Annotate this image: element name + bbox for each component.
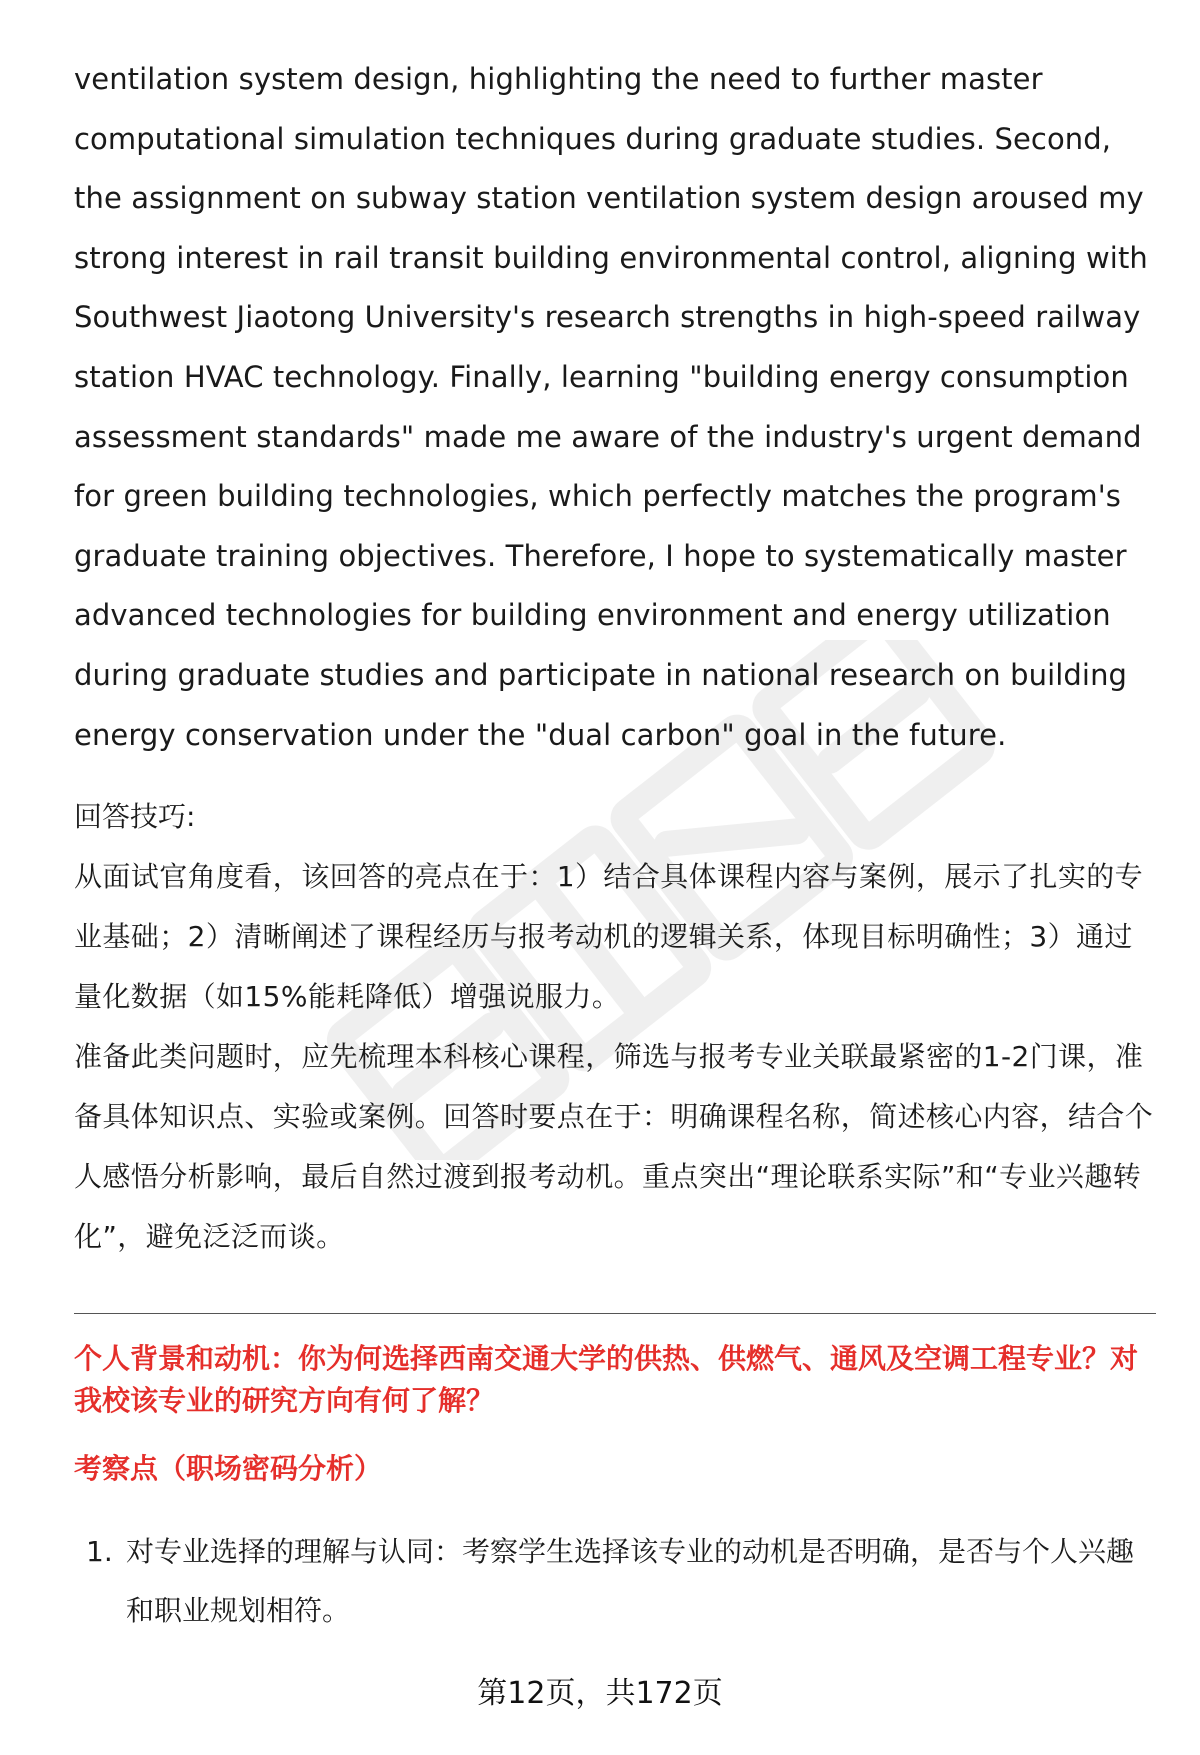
- page-number-footer: 第12页，共172页: [477, 1676, 723, 1711]
- page-content: [74, 50, 1154, 1640]
- list-item-number: 1.: [86, 1535, 113, 1569]
- list-item: [74, 1522, 1154, 1640]
- answer-paragraph: ventilation system design, highlighting the need to further master computational simulation techniques during graduate studies. Second, the assignment on subway station ventilation system design aroused my strong interest in rail transit building environmental control, aligning with Southwest Jiaotong University's research strengths in high-speed railway station HVAC technology. Finally, learning "building energy consumption assessment standards" made me aware of the industry's urgent demand for green building technologies, which perfectly matches the program's graduate training objectives. Therefore, I hope to systematically master advanced technologies for building environment and energy utilization during graduate studies and participate in national research on building energy conservation under the "dual carbon" goal in the future.: [74, 62, 1148, 752]
- list-item-text: 对专业选择的理解与认同：考察学生选择该专业的动机是否明确，是否与个人兴趣和职业规划相符。: [126, 1535, 1135, 1628]
- assessment-list: [74, 1522, 1154, 1640]
- tips-paragraph-1: 从面试官角度看，该回答的亮点在于：1）结合具体课程内容与案例，展示了扎实的专业基础；2）清晰阐述了课程经历与报考动机的逻辑关系，体现目标明确性；3）通过量化数据（如15%能耗降低）增强说服力。: [74, 860, 1144, 1014]
- tips-paragraph-2: 准备此类问题时，应先梳理本科核心课程，筛选与报考专业关联最紧密的1-2门课，准备具体知识点、实验或案例。回答时要点在于：明确课程名称，简述核心内容，结合个人感悟分析影响，最后自然过渡到报考动机。重点突出“理论联系实际”和“专业兴趣转化”，避免泛泛而谈。: [74, 1040, 1154, 1254]
- tips-label: 回答技巧:: [74, 800, 196, 834]
- section-divider: [74, 1313, 1156, 1314]
- assessment-subheading: 考察点（职场密码分析）: [74, 1452, 383, 1486]
- question-heading: 个人背景和动机：你为何选择西南交通大学的供热、供燃气、通风及空调工程专业？对我校该专业的研究方向有何了解？: [74, 1342, 1139, 1418]
